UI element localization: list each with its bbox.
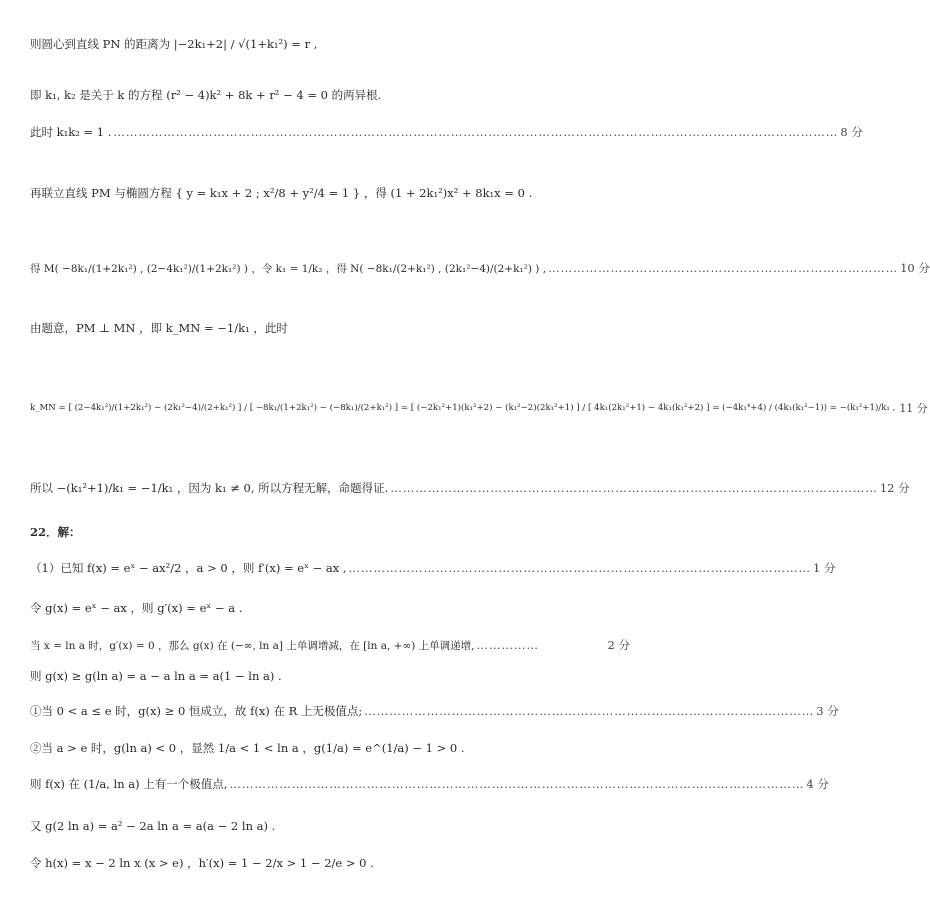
line-6 — [30, 320, 630, 336]
leader-dots: ……………………………………………………………………………………………………… — [390, 481, 878, 495]
line-text: 此时 k₁k₂ = 1 . — [30, 125, 112, 139]
leader-dots: ………………………………………………………………………………………………………………………… — [229, 777, 805, 791]
line-text: ①当 0 < a ≤ e 时，g(x) ≥ 0 恒成立，故 f(x) 在 R 上无极值点; — [30, 704, 363, 718]
question-heading: 22．解： — [30, 525, 81, 539]
line-text: 则圆心到直线 PN 的距离为 |−2k₁+2| / √(1+k₁²) = r , — [30, 37, 318, 51]
line-text: （1）已知 f(x) = eˣ − ax²/2 ，a > 0 ，则 f′(x) = eˣ − ax , — [30, 561, 347, 575]
score-mark: 3 分 — [816, 704, 839, 718]
line-5 — [30, 260, 930, 276]
line-text: ②当 a > e 时，g(ln a) < 0 ，显然 1/a < 1 < ln a ，g(1/a) = e^(1/a) − 1 > 0 . — [30, 741, 465, 755]
score-mark: 11 分 — [899, 402, 928, 415]
line-text: 又 g(2 ln a) = a² − 2a ln a = a(a − 2 ln a) . — [30, 819, 276, 833]
line-text: 则 g(x) ≥ g(ln a) = a − a ln a = a(1 − ln a) . — [30, 669, 282, 683]
line-7 — [30, 400, 928, 416]
line-text: 则 f(x) 在 (1/a, ln a) 上有一个极值点, — [30, 777, 228, 791]
line-text: 再联立直线 PM 与椭圆方程 { y = k₁x + 2 ; x²/8 + y²/4 = 1 } ，得 (1 + 2k₁²)x² + 8k₁x = 0 . — [30, 186, 533, 200]
score-mark: 8 分 — [840, 125, 863, 139]
line-11 — [30, 600, 630, 616]
line-text: 令 h(x) = x − 2 ln x (x > e) ，h′(x) = 1 − 2/x > 1 − 2/e > 0 . — [30, 856, 374, 870]
leader-dots: ………………………………………………………………………………………………… — [348, 561, 812, 575]
line-3 — [30, 124, 863, 140]
line-text: 当 x = ln a 时，g′(x) = 0 ，那么 g(x) 在 (−∞, ln a] 上单调增减，在 [ln a, +∞) 上单调递增, — [30, 639, 475, 652]
score-mark: 4 分 — [806, 777, 829, 791]
line-text: 所以 −(k₁²+1)/k₁ = −1/k₁ ，因为 k₁ ≠ 0, 所以方程无解，命题得证. — [30, 481, 389, 495]
line-text: 即 k₁, k₂ 是关于 k 的方程 (r² − 4)k² + 8k + r² − 4 = 0 的两异根. — [30, 88, 382, 102]
line-text: 得 M( −8k₁/(1+2k₁²) , (2−4k₁²)/(1+2k₁²) ) ，令 k₁ = 1/k₂ ，得 N( −8k₁/(2+k₁²) , (2k₁²−4)/(2+k₁²) ) , — [30, 262, 547, 275]
line-15 — [30, 740, 630, 756]
score-mark: 1 分 — [813, 561, 836, 575]
line-9 — [30, 524, 630, 540]
line-13 — [30, 668, 630, 684]
line-2 — [30, 87, 630, 103]
line-14 — [30, 703, 839, 719]
leader-dots: ……………………………………………………………………………………………… — [364, 704, 815, 718]
line-4 — [30, 185, 630, 201]
line-17 — [30, 818, 630, 834]
score-mark: 12 分 — [879, 481, 910, 495]
line-8 — [30, 480, 910, 496]
line-text: 令 g(x) = eˣ − ax ，则 g′(x) = eˣ − a . — [30, 601, 243, 615]
score-mark: 10 分 — [900, 261, 930, 275]
line-text: 由题意，PM ⊥ MN ，即 k_MN = −1/k₁ ，此时 — [30, 321, 288, 335]
leader-dots: …………… — [476, 638, 539, 652]
leader-dots: ………………………………………………………………………………………………………………………………………………………… — [113, 125, 839, 139]
line-18 — [30, 855, 630, 871]
line-10 — [30, 560, 836, 576]
line-12 — [30, 637, 630, 653]
line-text: k_MN = [ (2−4k₁²)/(1+2k₁²) − (2k₁²−4)/(2+k₁²) ] / [ −8k₁/(1+2k₁²) − (−8k₁)/(2+k₁²) ] = [ (−2k₁²+1)(k₁²+2) − (k₁²−2)(2k₁²+1) ] / [ 4k₁(2k₁²+1) − 4k₁(k₁²+2) ] = (−4k₁⁴+4) / (4k₁(k₁²−1)) = −(k₁²+1)/k₁ , — [30, 403, 896, 413]
score-mark: 2 分 — [607, 638, 630, 652]
line-16 — [30, 776, 829, 792]
line-1 — [30, 36, 630, 52]
leader-dots: ………………………………………………………………………… — [548, 261, 899, 275]
